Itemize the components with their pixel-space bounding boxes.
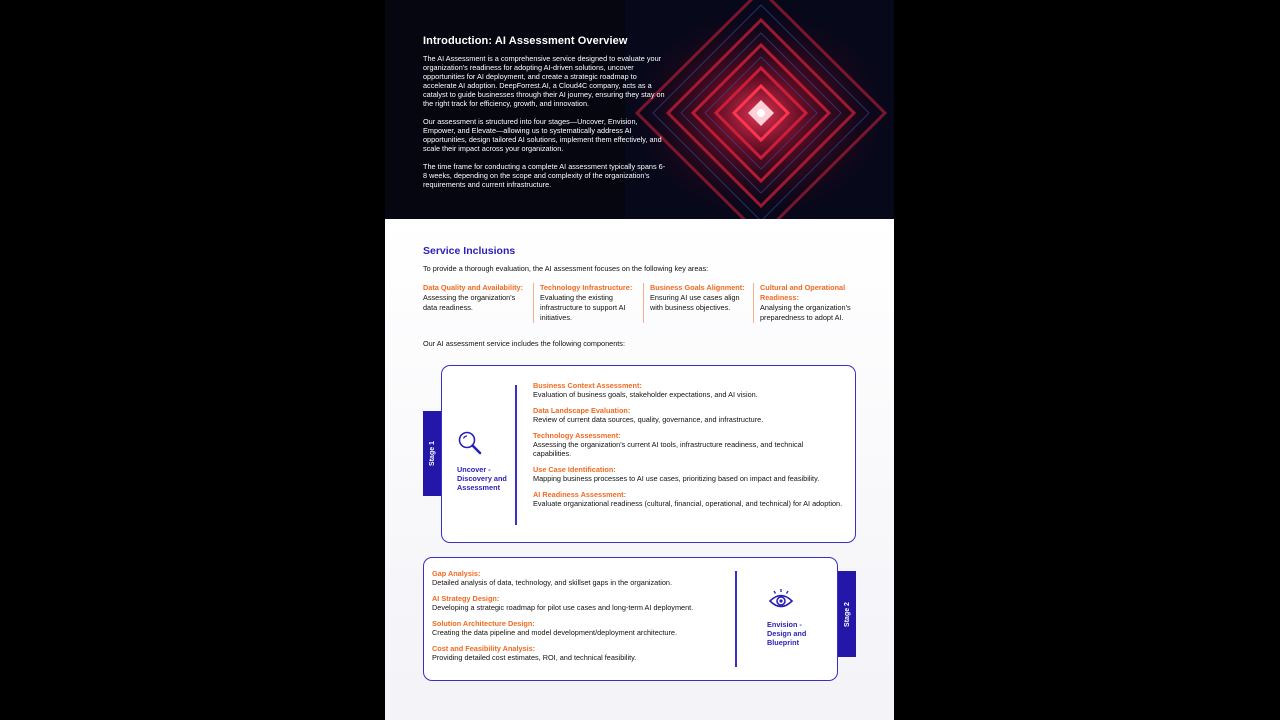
hero-title: Introduction: AI Assessment Overview	[423, 35, 628, 47]
key-area	[533, 283, 643, 323]
components-intro: Our AI assessment service includes the following components:	[423, 339, 625, 348]
hero-paragraph: The time frame for conducting a complete AI assessment typically spans 6-8 weeks, depending on the scope and complexity of the organization's requirements and current infrastructure.	[423, 162, 666, 189]
key-area	[753, 283, 863, 323]
magnifier-icon	[457, 430, 483, 456]
stage-1-divider	[515, 385, 517, 525]
item-desc: Creating the data pipeline and model development/deployment architecture.	[432, 628, 678, 637]
stage-1-tab	[423, 411, 441, 496]
item-title: Technology Assessment:	[533, 431, 621, 440]
key-area	[423, 283, 533, 323]
list-item	[533, 431, 843, 458]
key-area-desc: Ensuring AI use cases align with business objectives.	[649, 293, 740, 312]
item-desc: Detailed analysis of data, technology, and skillset gaps in the organization.	[432, 578, 672, 587]
key-area-desc: Analysing the organization's preparedness to adopt AI.	[759, 303, 851, 322]
section-title: Service Inclusions	[423, 245, 516, 257]
list-item	[432, 619, 732, 637]
key-area-desc: Assessing the organization's data readiness.	[423, 293, 516, 312]
item-desc: Developing a strategic roadmap for pilot use cases and long-term AI deployment.	[432, 603, 694, 612]
stage-tab-label: Stage 1	[428, 441, 436, 466]
item-title: Solution Architecture Design:	[432, 619, 535, 628]
stage-1-label: Uncover - Discovery and Assessment	[457, 465, 507, 492]
hero-paragraph: The AI Assessment is a comprehensive service designed to evaluate your organization's readiness for adopting AI-driven solutions, uncover opportunities for AI deployment, and create a strategic roadmap to accelerate AI adoption. DeepForrest.AI, a Cloud4C company, acts as a catalyst to guide businesses through their AI journey, ensuring they stay on the right track for efficiency, growth, and innovation.	[423, 54, 665, 108]
key-area-title: Business Goals Alignment:	[649, 283, 745, 292]
list-item	[533, 406, 843, 424]
stage-2-items	[432, 569, 732, 669]
list-item	[533, 465, 843, 483]
document-page	[385, 0, 894, 720]
eye-icon	[768, 588, 794, 614]
key-areas	[423, 283, 863, 323]
key-area	[643, 283, 753, 323]
stage-2-tab	[838, 571, 856, 657]
key-area-title: Technology Infrastructure:	[539, 283, 633, 292]
item-desc: Mapping business processes to AI use cases, prioritizing based on impact and feasibility.	[533, 474, 820, 483]
list-item	[533, 490, 843, 508]
stage-2-divider	[735, 571, 737, 667]
item-title: AI Strategy Design:	[432, 594, 500, 603]
item-desc: Providing detailed cost estimates, ROI, and technical feasibility.	[432, 653, 637, 662]
service-inclusions-section	[385, 219, 894, 720]
hero-banner	[385, 0, 894, 219]
item-title: Business Context Assessment:	[533, 381, 642, 390]
list-item	[432, 569, 732, 587]
hero-paragraph: Our assessment is structured into four stages—Uncover, Envision, Empower, and Elevate—allowing us to systematically address AI opportunities, design tailored AI solutions, implement them effectively, and scale their impact across your organization.	[423, 117, 662, 153]
key-area-title: Cultural and Operational Readiness:	[759, 283, 846, 302]
list-item	[533, 381, 843, 399]
key-area-title: Data Quality and Availability:	[423, 283, 524, 292]
item-title: Data Landscape Evaluation:	[533, 406, 631, 415]
item-desc: Review of current data sources, quality, governance, and infrastructure.	[533, 415, 764, 424]
item-title: Gap Analysis:	[432, 569, 481, 578]
list-item	[432, 594, 732, 612]
item-desc: Evaluate organizational readiness (cultural, financial, operational, and technical) for AI adoption.	[533, 499, 843, 508]
item-desc: Assessing the organization's current AI tools, infrastructure readiness, and technical capabilities.	[533, 440, 804, 458]
item-title: Use Case Identification:	[533, 465, 616, 474]
key-area-desc: Evaluating the existing infrastructure to support AI initiatives.	[539, 293, 626, 322]
stage-2-label: Envision - Design and Blueprint	[767, 620, 807, 647]
list-item	[432, 644, 732, 662]
item-desc: Evaluation of business goals, stakeholder expectations, and AI vision.	[533, 390, 758, 399]
section-intro: To provide a thorough evaluation, the AI assessment focuses on the following key areas:	[423, 264, 709, 273]
stage-1-items	[533, 381, 843, 515]
item-title: AI Readiness Assessment:	[533, 490, 627, 499]
item-title: Cost and Feasibility Analysis:	[432, 644, 536, 653]
stage-tab-label: Stage 2	[843, 601, 851, 627]
